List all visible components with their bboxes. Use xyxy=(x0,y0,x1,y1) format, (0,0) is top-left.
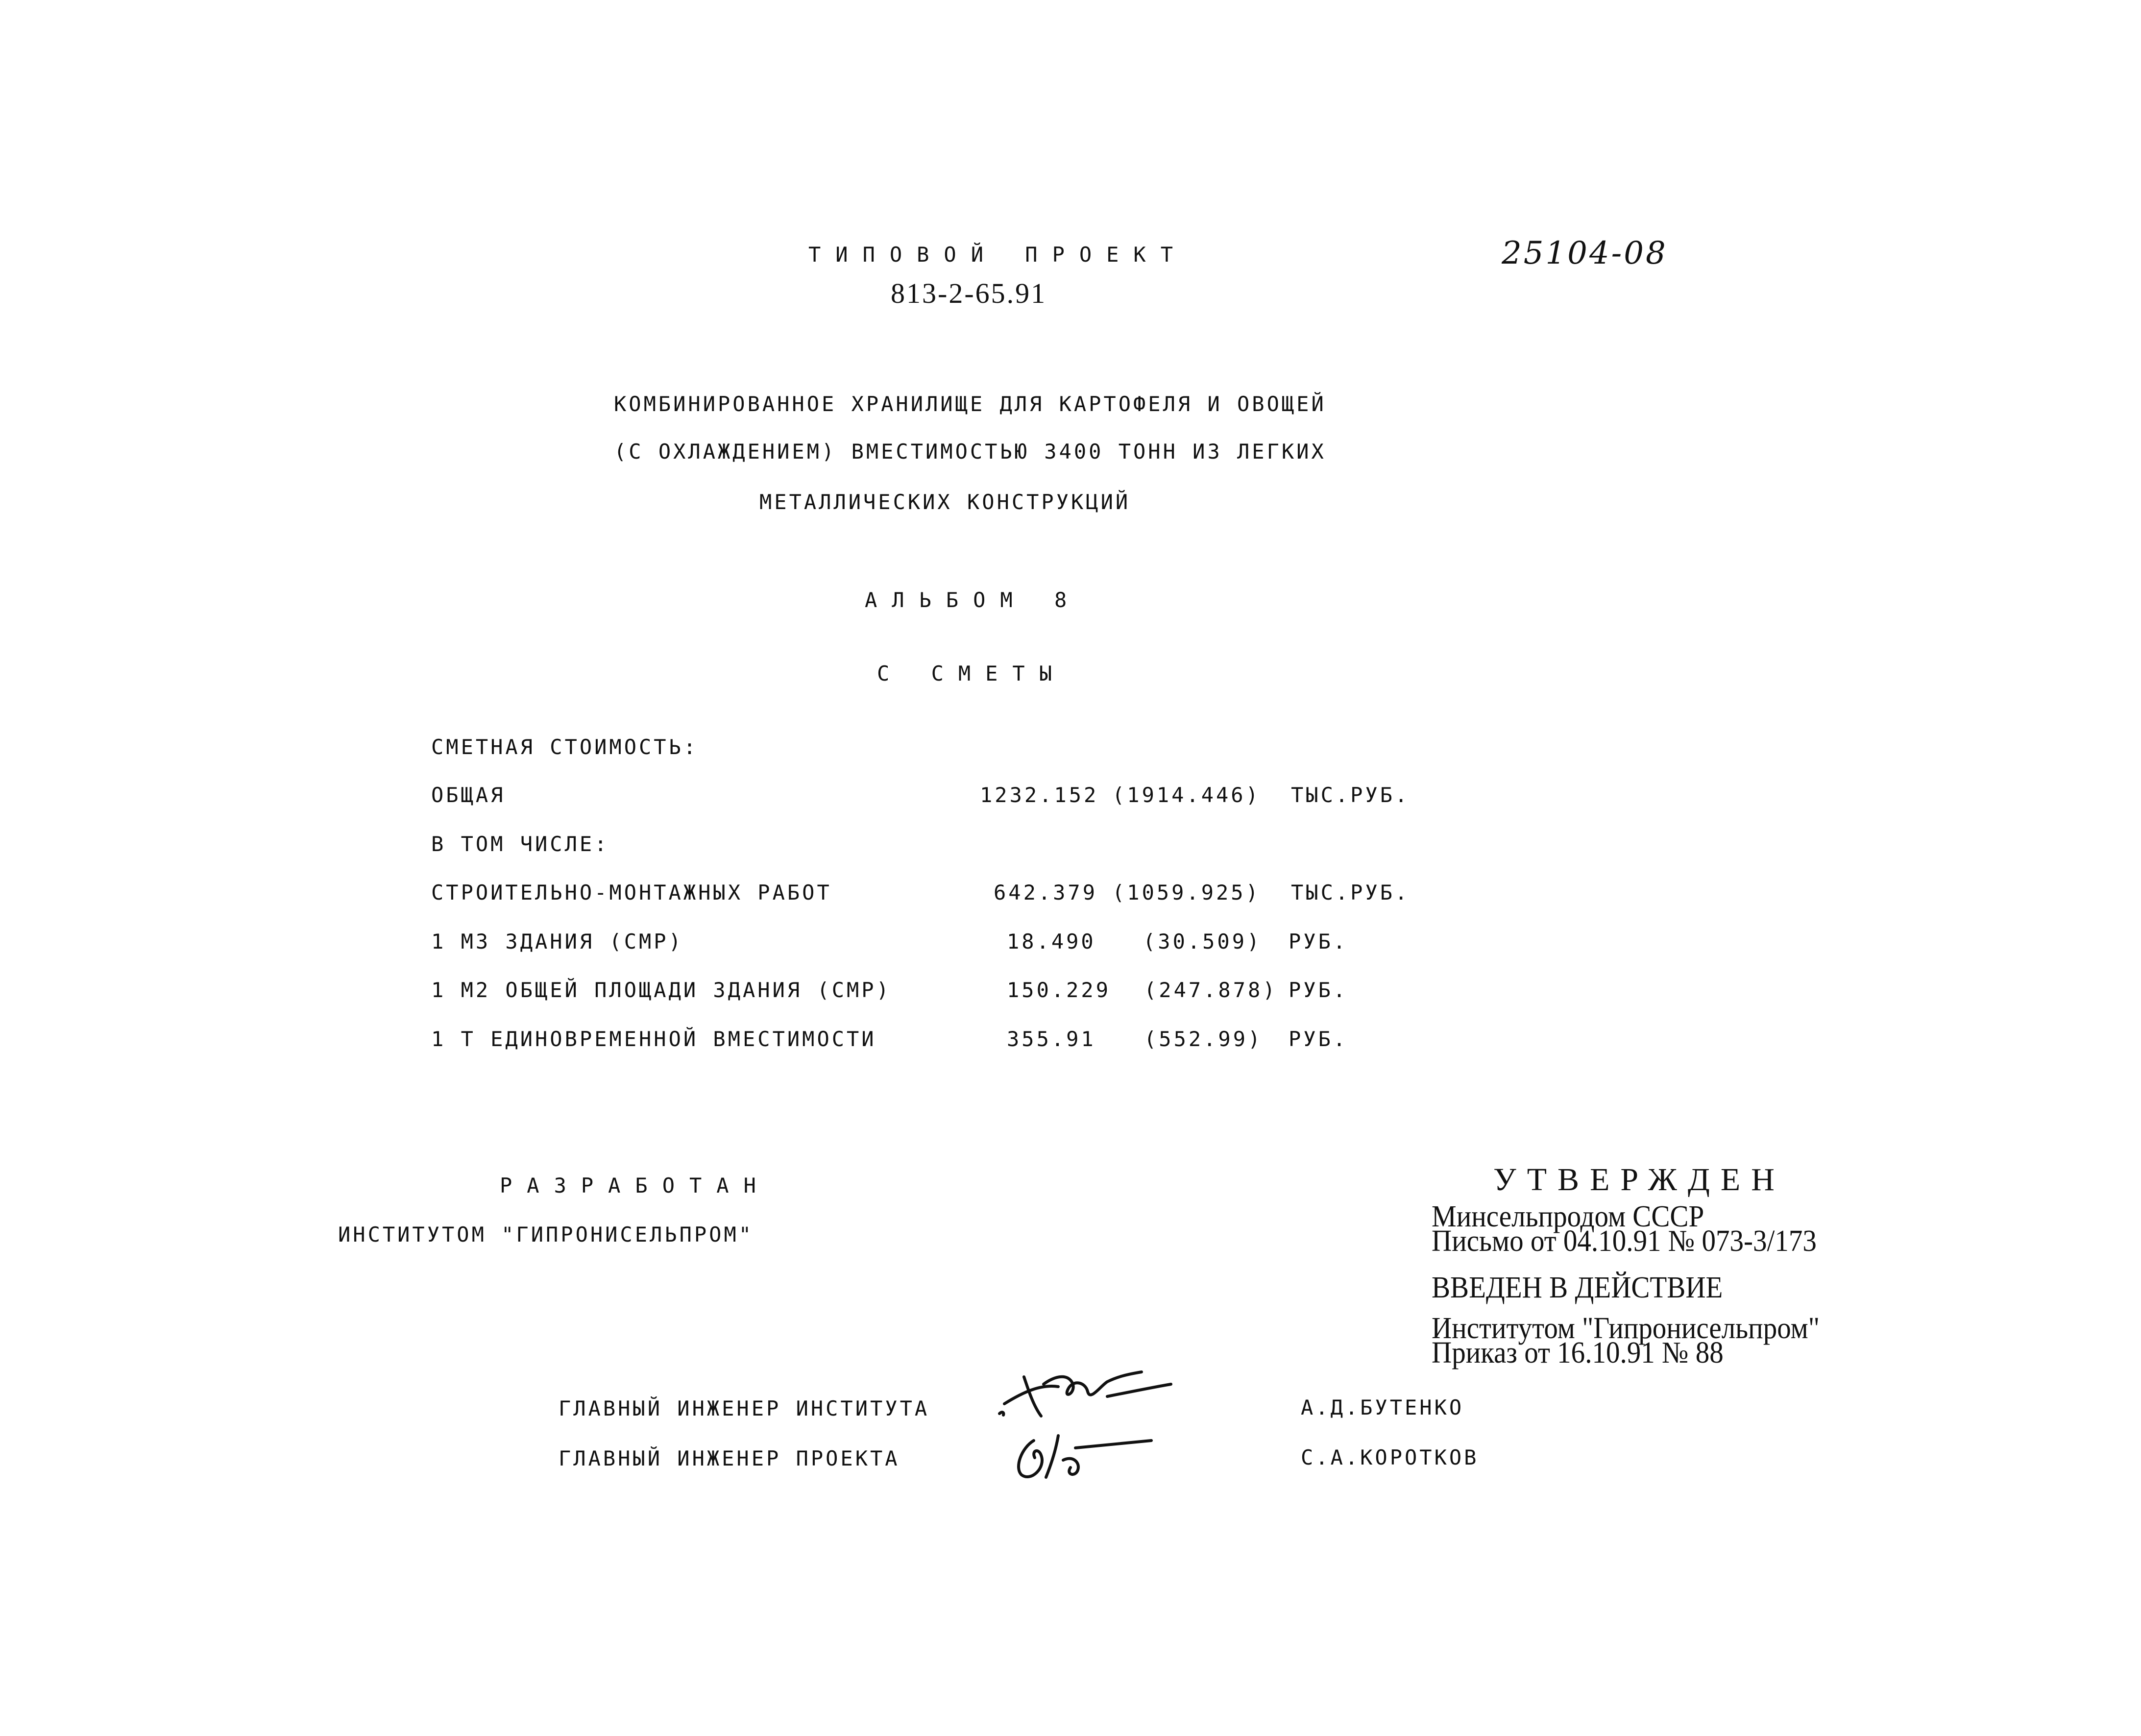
cost-unit: РУБ. xyxy=(1289,929,1348,954)
cost-alt-value: (1059.925) xyxy=(1112,880,1261,905)
cost-row xyxy=(431,978,1460,1007)
enacted-label: ВВЕДЕН В ДЕЙСТВИЕ xyxy=(1432,1271,1723,1304)
cost-value: 1232.152 xyxy=(980,783,1099,807)
enactment-order: Приказ от 16.10.91 № 88 xyxy=(1432,1336,1724,1369)
cost-alt-value: (30.509) xyxy=(1143,929,1262,954)
cost-unit: ТЫС.РУБ. xyxy=(1291,880,1410,905)
cost-total-row xyxy=(431,783,1460,812)
cost-alt-value: (247.878) xyxy=(1144,978,1278,1002)
handwritten-archive-number: 25104-08 xyxy=(1502,235,1668,271)
title-line-1: КОМБИНИРОВАННОЕ ХРАНИЛИЩЕ ДЛЯ КАРТОФЕЛЯ И ОВОЩЕЙ xyxy=(614,392,1326,416)
cost-label: 1 М3 ЗДАНИЯ (СМР) xyxy=(431,929,683,954)
title-line-2: (С ОХЛАЖДЕНИЕМ) ВМЕСТИМОСТЬЮ 3400 ТОНН ИЗ ЛЕГКИХ xyxy=(614,440,1326,464)
cost-alt-value: (552.99) xyxy=(1144,1027,1263,1051)
developed-by: ИНСТИТУТОМ "ГИПРОНИСЕЛЬПРОМ" xyxy=(338,1223,754,1247)
cost-row xyxy=(431,880,1460,910)
cost-label: ОБЩАЯ xyxy=(431,783,506,807)
cost-value: 642.379 xyxy=(994,880,1098,905)
approval-letter: Письмо от 04.10.91 № 073-3/173 xyxy=(1432,1224,1817,1258)
approved-label: УТВЕРЖДЕН xyxy=(1493,1162,1785,1198)
enacted-by: Институтом "Гипронисельпром" xyxy=(1432,1312,1820,1345)
signatory-name: А.Д.БУТЕНКО xyxy=(1301,1395,1464,1419)
cost-label: СТРОИТЕЛЬНО-МОНТАЖНЫХ РАБОТ xyxy=(431,880,832,905)
cost-row xyxy=(431,929,1460,959)
cost-alt-value: (1914.446) xyxy=(1112,783,1261,807)
cost-value: 355.91 xyxy=(1007,1027,1096,1051)
cost-unit: РУБ. xyxy=(1289,1027,1348,1051)
album-section: С СМЕТЫ xyxy=(877,661,1067,685)
document-type-label: ТИПОВОЙ ПРОЕКТ xyxy=(808,243,1188,267)
developed-label: РАЗРАБОТАН xyxy=(500,1174,771,1198)
signatory-role: ГЛАВНЫЙ ИНЖЕНЕР ПРОЕКТА xyxy=(559,1446,900,1470)
approved-by: Минсельпродом СССР xyxy=(1432,1200,1704,1233)
cost-label: 1 М2 ОБЩЕЙ ПЛОЩАДИ ЗДАНИЯ (СМР) xyxy=(431,978,891,1002)
project-code: 813-2-65.91 xyxy=(891,277,1047,309)
cost-value: 18.490 xyxy=(1007,929,1096,954)
cost-label: 1 Т ЕДИНОВРЕМЕННОЙ ВМЕСТИМОСТИ xyxy=(431,1027,876,1051)
cost-unit: РУБ. xyxy=(1289,978,1348,1002)
signatory-role: ГЛАВНЫЙ ИНЖЕНЕР ИНСТИТУТА xyxy=(559,1396,930,1420)
cost-row xyxy=(431,1027,1460,1056)
title-line-3: МЕТАЛЛИЧЕСКИХ КОНСТРУКЦИЙ xyxy=(759,490,1131,514)
cost-value: 150.229 xyxy=(1007,978,1111,1002)
cost-unit: ТЫС.РУБ. xyxy=(1291,783,1410,807)
album-label: АЛЬБОМ 8 xyxy=(865,588,1082,612)
cost-heading: СМЕТНАЯ СТОИМОСТЬ: xyxy=(431,735,699,759)
signatory-name: С.А.КОРОТКОВ xyxy=(1301,1445,1479,1469)
cost-including-label: В ТОМ ЧИСЛЕ: xyxy=(431,832,609,856)
signature-chief-engineer-project xyxy=(1004,1421,1166,1490)
signature-chief-engineer-institute xyxy=(995,1357,1181,1431)
